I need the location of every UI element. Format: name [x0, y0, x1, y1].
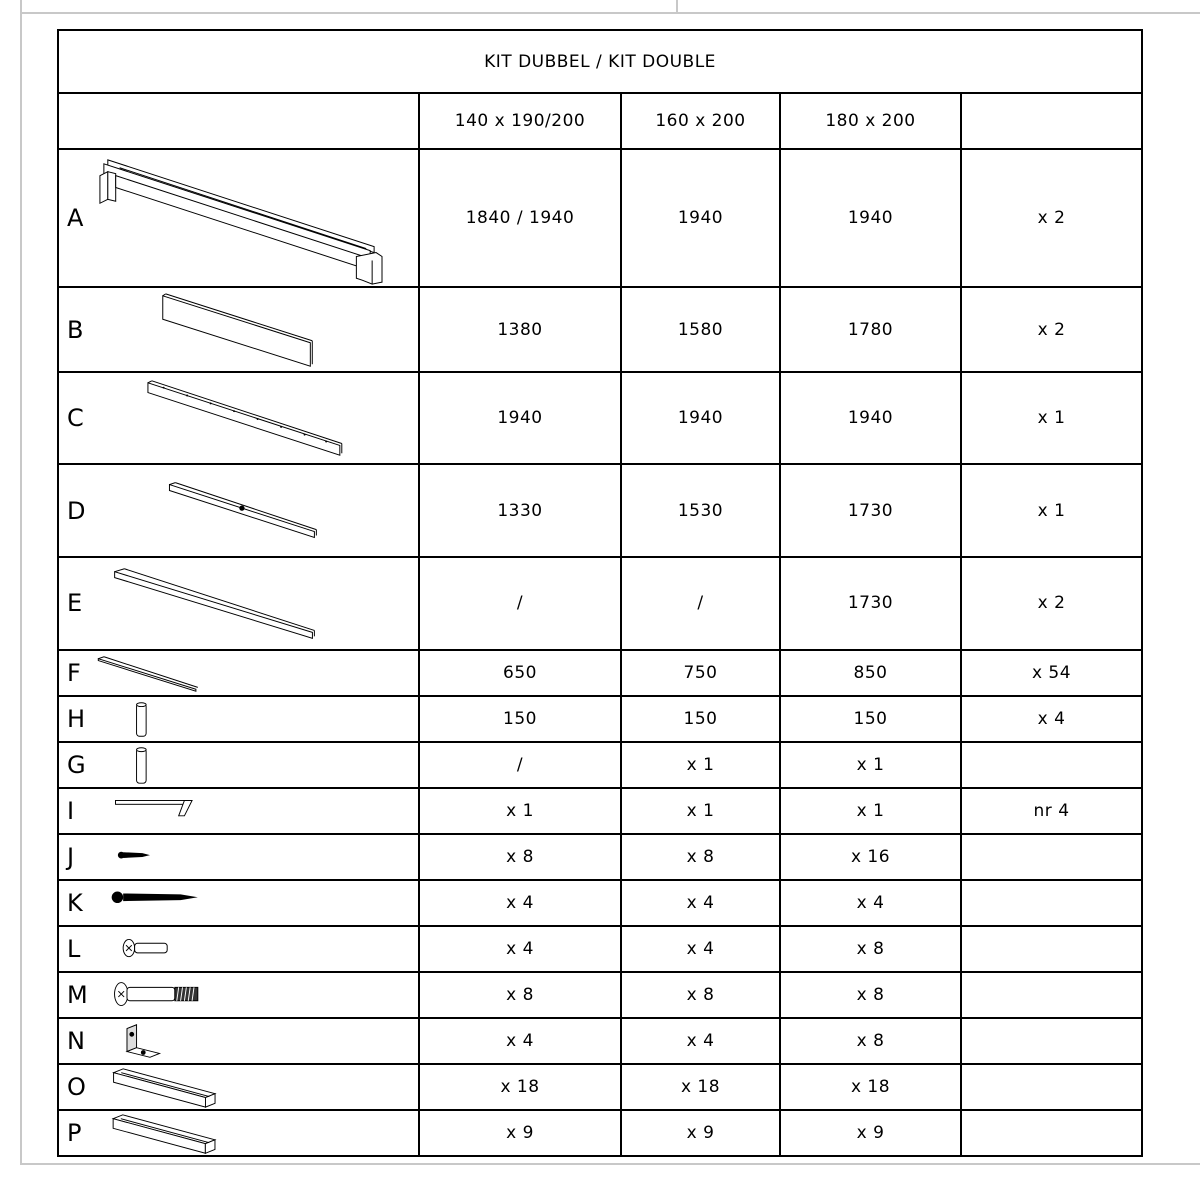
value-cell: 150: [419, 696, 621, 742]
value-cell: /: [419, 742, 621, 788]
value-cell: 1730: [780, 557, 961, 649]
long-bolt-icon: [59, 973, 418, 1017]
quantity-cell: [961, 1110, 1142, 1156]
column-header-160: 160 x 200: [621, 93, 780, 149]
part-letter: H: [67, 704, 86, 733]
part-letter: G: [67, 750, 87, 779]
value-cell: x 16: [780, 834, 961, 880]
value-cell: x 9: [419, 1110, 621, 1156]
part-label-cell: [58, 788, 419, 834]
value-cell: x 8: [419, 972, 621, 1018]
table-row: [58, 788, 1142, 834]
table-row: [58, 650, 1142, 696]
wood-screw-icon: [59, 881, 418, 925]
value-cell: x 4: [621, 880, 780, 926]
column-header-180: 180 x 200: [780, 93, 961, 149]
table-row: [58, 149, 1142, 287]
value-cell: 1730: [780, 464, 961, 557]
value-cell: x 8: [621, 834, 780, 880]
table-title: KIT DUBBEL / KIT DOUBLE: [58, 30, 1142, 93]
part-letter: C: [67, 404, 85, 433]
value-cell: 150: [621, 696, 780, 742]
value-cell: x 4: [419, 926, 621, 972]
value-cell: x 4: [419, 880, 621, 926]
part-label-cell: [58, 696, 419, 742]
table-row: [58, 834, 1142, 880]
value-cell: 1940: [780, 372, 961, 464]
header-blank-cell: [58, 93, 419, 149]
value-cell: 650: [419, 650, 621, 696]
value-cell: 1530: [621, 464, 780, 557]
part-label-cell: [58, 372, 419, 464]
value-cell: 1840 / 1940: [419, 149, 621, 287]
angle-bracket-icon: [59, 1019, 418, 1063]
small-screw-icon: [59, 835, 418, 879]
quantity-cell: [961, 742, 1142, 788]
value-cell: x 9: [780, 1110, 961, 1156]
value-cell: 1380: [419, 287, 621, 372]
kit-parts-table: [57, 29, 1143, 1157]
part-label-cell: [58, 557, 419, 649]
part-letter: B: [67, 315, 84, 344]
value-cell: 1580: [621, 287, 780, 372]
part-letter: M: [67, 980, 89, 1009]
part-letter: K: [67, 888, 84, 917]
value-cell: x 1: [621, 742, 780, 788]
board-icon: [59, 288, 418, 371]
part-label-cell: [58, 650, 419, 696]
table-row: [58, 1064, 1142, 1110]
value-cell: 1940: [780, 149, 961, 287]
part-letter: F: [67, 658, 82, 687]
part-label-cell: [58, 1064, 419, 1110]
value-cell: 1940: [621, 372, 780, 464]
value-cell: 1330: [419, 464, 621, 557]
column-header-quantity: [961, 93, 1142, 149]
value-cell: x 8: [780, 926, 961, 972]
column-header-140: 140 x 190/200: [419, 93, 621, 149]
table-row: [58, 696, 1142, 742]
leg-icon: [59, 697, 418, 741]
table-row: [58, 1110, 1142, 1156]
part-letter: P: [67, 1118, 82, 1147]
value-cell: 1940: [621, 149, 780, 287]
value-cell: x 8: [621, 972, 780, 1018]
quantity-cell: [961, 880, 1142, 926]
part-label-cell: [58, 926, 419, 972]
part-label-cell: [58, 287, 419, 372]
quantity-cell: x 2: [961, 287, 1142, 372]
slat-holder-icon: [59, 1111, 418, 1155]
value-cell: x 1: [780, 788, 961, 834]
page-bottom-line: [20, 1163, 1200, 1165]
quantity-cell: nr 4: [961, 788, 1142, 834]
value-cell: x 4: [621, 926, 780, 972]
value-cell: 750: [621, 650, 780, 696]
table-row: [58, 880, 1142, 926]
slat-holder-icon: [59, 1065, 418, 1109]
table-row: [58, 926, 1142, 972]
part-letter: A: [67, 204, 84, 233]
page-top-left-line: [20, 0, 22, 14]
quantity-cell: [961, 972, 1142, 1018]
part-letter: N: [67, 1026, 86, 1055]
page-top-divider: [676, 0, 678, 14]
value-cell: x 8: [780, 972, 961, 1018]
quantity-cell: x 4: [961, 696, 1142, 742]
part-label-cell: [58, 834, 419, 880]
short-bolt-icon: [59, 927, 418, 971]
page-left-line: [20, 0, 22, 1165]
value-cell: x 8: [780, 1018, 961, 1064]
value-cell: x 4: [621, 1018, 780, 1064]
side-rail-icon: [59, 150, 418, 286]
part-label-cell: [58, 464, 419, 557]
quantity-cell: [961, 834, 1142, 880]
quantity-cell: [961, 1064, 1142, 1110]
leg-icon: [59, 743, 418, 787]
plank-icon: [59, 558, 418, 648]
value-cell: x 4: [780, 880, 961, 926]
part-label-cell: [58, 1110, 419, 1156]
allen-key-icon: [59, 789, 418, 833]
part-label-cell: [58, 149, 419, 287]
part-letter: L: [67, 934, 81, 963]
value-cell: x 8: [419, 834, 621, 880]
quantity-cell: x 2: [961, 149, 1142, 287]
value-cell: 150: [780, 696, 961, 742]
value-cell: x 1: [419, 788, 621, 834]
table-row: [58, 464, 1142, 557]
part-letter: D: [67, 496, 86, 525]
table-row: [58, 557, 1142, 649]
part-label-cell: [58, 742, 419, 788]
value-cell: x 18: [419, 1064, 621, 1110]
quantity-cell: x 1: [961, 464, 1142, 557]
page-top-line: [20, 12, 1200, 14]
value-cell: x 18: [621, 1064, 780, 1110]
value-cell: /: [419, 557, 621, 649]
value-cell: x 9: [621, 1110, 780, 1156]
part-letter: E: [67, 589, 83, 618]
table-row: [58, 372, 1142, 464]
part-label-cell: [58, 972, 419, 1018]
value-cell: x 18: [780, 1064, 961, 1110]
value-cell: 1940: [419, 372, 621, 464]
quantity-cell: x 54: [961, 650, 1142, 696]
value-cell: 1780: [780, 287, 961, 372]
slotted-rail-icon: [59, 373, 418, 463]
value-cell: x 1: [621, 788, 780, 834]
part-letter: I: [67, 796, 75, 825]
value-cell: 850: [780, 650, 961, 696]
slat-icon: [59, 651, 418, 695]
quantity-cell: [961, 926, 1142, 972]
part-label-cell: [58, 1018, 419, 1064]
table-row: [58, 742, 1142, 788]
part-label-cell: [58, 880, 419, 926]
quantity-cell: [961, 1018, 1142, 1064]
table-row: [58, 287, 1142, 372]
table-row: [58, 1018, 1142, 1064]
value-cell: /: [621, 557, 780, 649]
part-letter: J: [67, 842, 75, 871]
beam-icon: [59, 465, 418, 556]
part-letter: O: [67, 1072, 87, 1101]
table-row: [58, 972, 1142, 1018]
value-cell: x 4: [419, 1018, 621, 1064]
quantity-cell: x 2: [961, 557, 1142, 649]
quantity-cell: x 1: [961, 372, 1142, 464]
value-cell: x 1: [780, 742, 961, 788]
